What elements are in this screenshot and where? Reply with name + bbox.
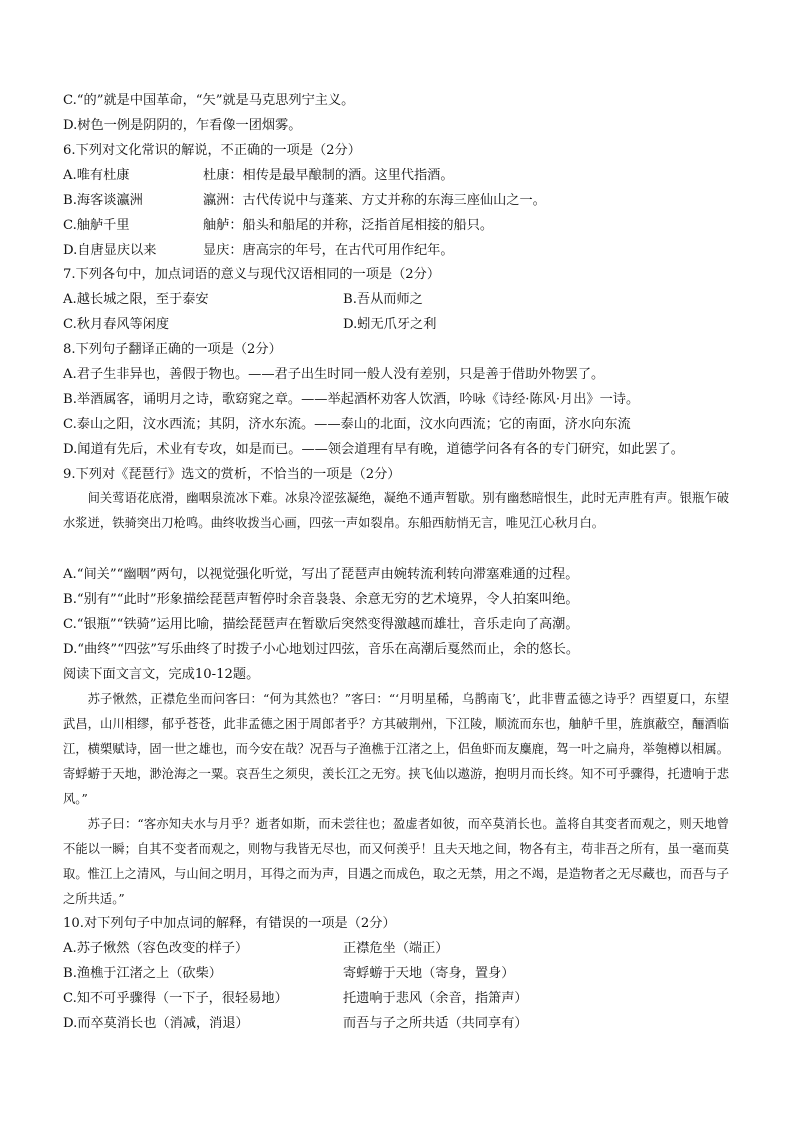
q10-option-d-right: 而吾与子之所共适（共同享有） (343, 1016, 528, 1031)
question-9-stem: 9.下列对《琵琶行》选文的赏析，不恰当的一项是（2分） (63, 467, 401, 482)
question-7-stem: 7.下列各句中，加点词语的意义与现代汉语相同的一项是（2分） (63, 267, 441, 282)
q8-option-c: C.泰山之阳，汶水西流；其阴，济水东流。——泰山的北面，汶水向西流；它的南面，济水向东流 (63, 417, 631, 432)
q6-option-b-term: B.海客谈瀛洲 (63, 193, 143, 208)
question-8-stem: 8.下列句子翻译正确的一项是（2分） (63, 342, 282, 357)
q10-option-a-left: A.苏子愀然（容色改变的样子） (63, 941, 249, 956)
q7-option-b: B.吾从而师之 (343, 292, 423, 307)
q9-option-d: D.“曲终”“四弦”写乐曲终了时拨子小心地划过四弦，音乐在高潮后戛然而止，余的悠长。 (63, 642, 580, 657)
q6-option-b-explain: 瀛洲：古代传说中与蓬莱、方丈并称的东海三座仙山之一。 (203, 193, 546, 208)
q7-option-d: D.蚓无爪牙之利 (343, 317, 437, 332)
q9-option-c: C.“银瓶”“铁骑”运用比喻，描绘琵琶声在暂歇后突然变得激越而雄壮，音乐走向了高潮。 (63, 617, 579, 632)
q6-option-c-term: C.舳舻千里 (63, 218, 130, 233)
q8-option-a: A.君子生非异也，善假于物也。——君子出生时同一般人没有差别，只是善于借助外物罢了。 (63, 367, 605, 382)
q9-option-b: B.“别有”“此时”形象描绘琵琶声暂停时余音袅袅、余意无穷的艺术境界，令人拍案叫绝。 (63, 592, 579, 607)
q8-option-d: D.闻道有先后，术业有专攻，如是而已。——领会道理有早有晚，道德学问各有各的专门研究，如此罢了。 (63, 442, 684, 457)
option-d-line: D.树色一例是阴阴的，乍看像一团烟雾。 (63, 118, 302, 133)
q10-option-b-left: B.渔樵于江渚之上（砍柴） (63, 966, 222, 981)
q10-option-a-right: 正襟危坐（端正） (343, 941, 449, 956)
pipa-passage: 间关莺语花底滑，幽咽泉流冰下难。冰泉冷涩弦凝绝，凝绝不通声暂歇。别有幽愁暗恨生，此时无声胜有声。银瓶乍破水浆迸，铁骑突出刀枪鸣。曲终收拨当心画，四弦一声如裂帛。东船西舫悄无言，唯见江心秋月白。 (63, 491, 729, 530)
chibi-passage-1: 苏子愀然，正襟危坐而问客曰：“何为其然也？”客曰：“‘月明星稀，乌鹊南飞’，此非曹孟德之诗乎？西望夏口，东望武昌，山川相缪，郁乎苍苍，此非孟德之困于周郎者乎？方其破荆州，下江陵，顺流而东也，舳舻千里，旌旗蔽空，酾酒临江，横槊赋诗，固一世之雄也，而今安在哉？况吾与子渔樵于江渚之上，侣鱼虾而友麋鹿，驾一叶之扁舟，举匏樽以相属。寄蜉蝣于天地，渺沧海之一粟。哀吾生之须臾，羡长江之无穷。挟飞仙以遨游，抱明月而长终。知不可乎骤得，托遗响于悲风。” (63, 692, 729, 806)
chibi-passage-2: 苏子曰：“客亦知夫水与月乎？逝者如斯，而未尝往也；盈虚者如彼，而卒莫消长也。盖将自其变者而观之，则天地曾不能以一瞬；自其不变者而观之，则物与我皆无尽也，而又何羡乎！且夫天地之间，物各有主，苟非吾之所有，虽一毫而莫取。惟江上之清风，与山间之明月，耳得之而为声，目遇之而成色，取之无禁，用之不竭，是造物者之无尽藏也，而吾与子之所共适。” (63, 817, 729, 906)
q6-option-d-term: D.自唐显庆以来 (63, 243, 157, 258)
reading-instruction: 阅读下面文言文，完成10-12题。 (63, 667, 260, 682)
q8-option-b: B.举酒属客，诵明月之诗，歌窈窕之章。——举起酒杯劝客人饮酒，吟咏《诗经·陈风·月出》一诗。 (63, 392, 640, 407)
option-c-line: C.“的”就是中国革命，“矢”就是马克思列宁主义。 (63, 93, 355, 108)
question-6-stem: 6.下列对文化常识的解说，不正确的一项是（2分） (63, 143, 361, 158)
q6-option-a-term: A.唯有杜康 (63, 168, 130, 183)
q9-option-a: A.“间关”“幽咽”两句，以视觉强化听觉，写出了琵琶声由婉转流利转向滞塞难通的过程。 (63, 567, 579, 582)
q10-option-c-right: 托遗响于悲风（余音，指箫声） (343, 991, 528, 1006)
q7-option-a: A.越长城之限，至于泰安 (63, 292, 209, 307)
q10-option-d-left: D.而卒莫消长也（消减，消退） (63, 1016, 249, 1031)
q10-option-c-left: C.知不可乎骤得（一下子，很轻易地） (63, 991, 288, 1006)
q6-option-d-explain: 显庆：唐高宗的年号，在古代可用作纪年。 (203, 243, 454, 258)
q10-option-b-right: 寄蜉蝣于天地（寄身，置身） (343, 966, 515, 981)
q6-option-c-explain: 舳舻：船头和船尾的并称，泛指首尾相接的船只。 (203, 218, 494, 233)
question-10-stem: 10.对下列句子中加点词的解释，有错误的一项是（2分） (63, 916, 396, 931)
q7-option-c: C.秋月春风等闲度 (63, 317, 170, 332)
q6-option-a-explain: 杜康：相传是最早酿制的酒。这里代指酒。 (203, 168, 454, 183)
